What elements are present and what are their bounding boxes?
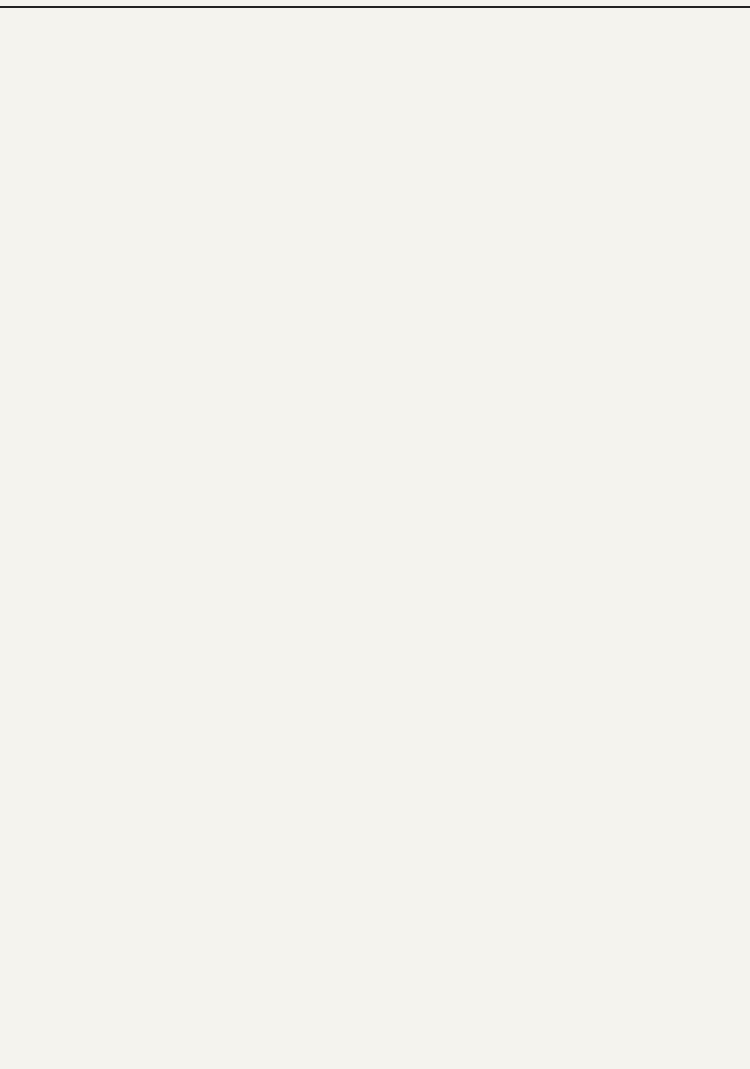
top-divider: [0, 6, 750, 8]
section-heading: [70, 914, 730, 929]
